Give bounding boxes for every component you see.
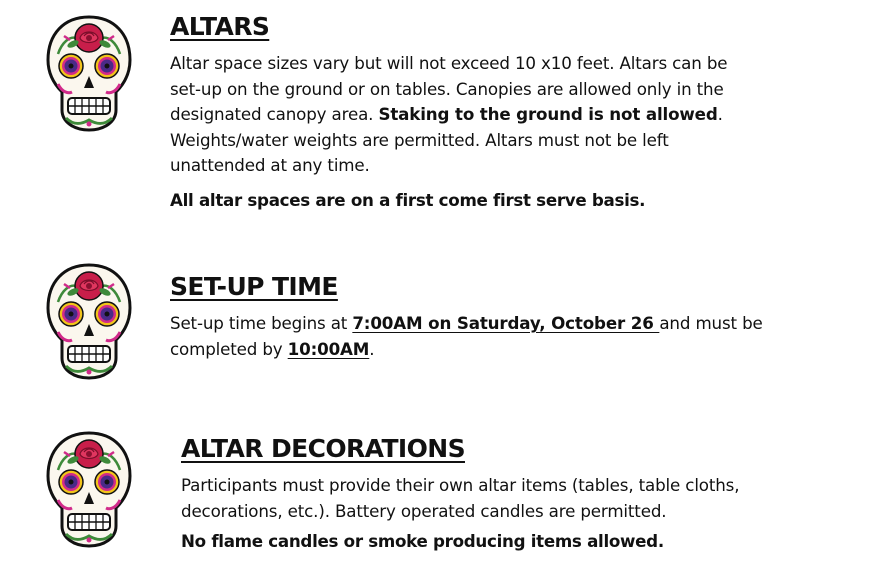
altars-line-1: Altar space sizes vary but will not exceed 10 x10 feet. Altars can be (170, 53, 728, 73)
decorations-section (181, 434, 866, 554)
altars-heading: ALTARS (170, 12, 270, 41)
setup-line-2: completed by 10:00AM. (170, 338, 375, 359)
decorations-line-2: decorations, etc.). Battery operated candles are permitted. (181, 500, 667, 521)
sugar-skull-icon (44, 430, 134, 550)
altars-note: All altar spaces are on a first come first serve basis. (170, 189, 646, 210)
sugar-skull-icon (44, 14, 134, 134)
altars-section (170, 12, 860, 213)
altars-line-3: designated canopy area. Staking to the ground is not allowed. (170, 104, 723, 124)
decorations-line-1: Participants must provide their own altar items (tables, table cloths, (181, 475, 740, 495)
sugar-skull-icon (44, 262, 134, 382)
altars-line-2: set-up on the ground or on tables. Canopies are allowed only in the (170, 78, 724, 99)
setup-line-1: Set-up time begins at 7:00AM on Saturday, October 26 and must be (170, 313, 763, 333)
setup-section (170, 272, 860, 362)
setup-heading: SET-UP TIME (170, 272, 338, 301)
setup-end-time: 10:00AM (287, 338, 370, 359)
altars-line-5: unattended at any time. (170, 155, 370, 175)
setup-start-time: 7:00AM on Saturday, October 26 (352, 313, 660, 333)
altars-line-4: Weights/water weights are permitted. Altars must not be left (170, 129, 669, 150)
staking-warning: Staking to the ground is not allowed (378, 104, 718, 124)
decorations-note: No flame candles or smoke producing items allowed. (181, 531, 664, 551)
decorations-heading: ALTAR DECORATIONS (181, 434, 465, 463)
